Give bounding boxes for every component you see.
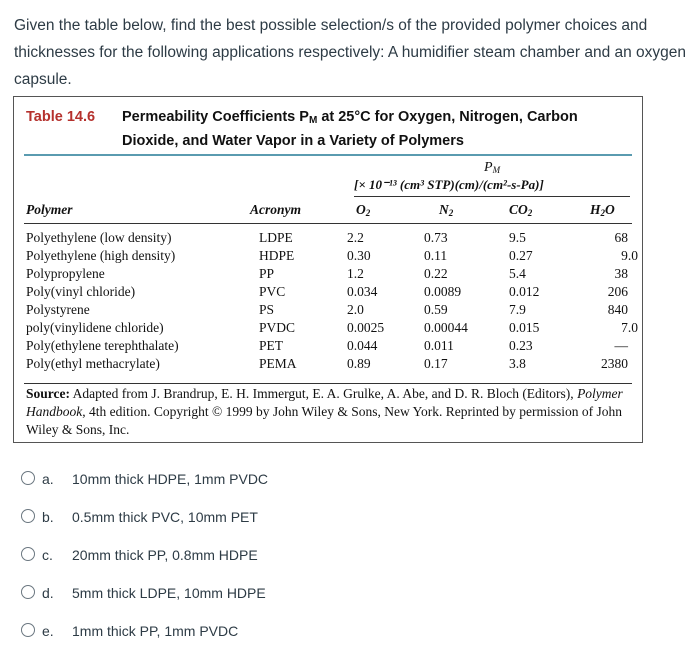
- option-label: 1mm thick PP, 1mm PVDC: [72, 623, 239, 639]
- table-number: Table 14.6: [26, 109, 96, 125]
- header-o2: O2: [356, 202, 371, 218]
- title-rule: [24, 154, 632, 156]
- header-rule: [24, 223, 632, 224]
- table-row: Poly(ethyl methacrylate) PEMA 0.89 0.17 3.8 2380: [26, 356, 628, 371]
- header-polymer: Polymer: [26, 202, 73, 217]
- table-row: Polyethylene (low density) LDPE 2.2 0.73 9.5 68: [26, 230, 628, 245]
- option-label: 10mm thick HDPE, 1mm PVDC: [72, 471, 269, 487]
- table-row: Polystyrene PS 2.0 0.59 7.9 840: [26, 302, 628, 317]
- option-label: 20mm thick PP, 0.8mm HDPE: [72, 547, 258, 563]
- table-row: Poly(ethylene terephthalate) PET 0.044 0.011 0.23 —: [26, 338, 628, 353]
- radio-button[interactable]: [21, 471, 35, 485]
- units-label: [× 10⁻¹³ (cm³ STP)(cm)/(cm²-s-Pa)]: [354, 177, 544, 192]
- footer-rule: [24, 383, 632, 384]
- option-letter: d.: [42, 585, 54, 601]
- pm-symbol: PM: [484, 160, 501, 175]
- header-acronym: Acronym: [250, 202, 302, 217]
- table-row: Poly(vinyl chloride) PVC 0.034 0.0089 0.012 206: [26, 284, 628, 299]
- table-row: Polypropylene PP 1.2 0.22 5.4 38: [26, 266, 628, 281]
- radio-button[interactable]: [21, 585, 35, 599]
- header-co2: CO2: [509, 202, 533, 218]
- option-letter: b.: [42, 509, 54, 525]
- question-text: Given the table below, find the best possible selection/s of the provided polymer choices and thicknesses for the following applications respectively: A humidifier steam chamber and an oxygen capsule.: [14, 17, 687, 88]
- option-label: 5mm thick LDPE, 10mm HDPE: [72, 585, 266, 601]
- units-rule: [354, 196, 630, 197]
- table-caption: Permeability Coefficients $P_M$ at 25°C for Oxygen, Nitrogen, Carbon Dioxide, and Water Vapor in a Variety of Polymers: [122, 109, 578, 149]
- table-row: poly(vinylidene chloride) PVDC 0.0025 0.00044 0.015 7.0: [26, 320, 638, 335]
- table-row: Polyethylene (high density) HDPE 0.30 0.11 0.27 9.0: [26, 248, 638, 263]
- radio-button[interactable]: [21, 547, 35, 561]
- option-letter: a.: [42, 471, 54, 487]
- option-letter: c.: [42, 547, 53, 563]
- option-b[interactable]: [21, 506, 421, 528]
- option-d[interactable]: [21, 582, 421, 604]
- option-a[interactable]: [21, 468, 421, 490]
- header-h2o: H2O: [590, 202, 615, 218]
- permeability-table: [13, 96, 643, 443]
- radio-button[interactable]: [21, 509, 35, 523]
- option-c[interactable]: [21, 544, 421, 566]
- option-e[interactable]: [21, 620, 421, 642]
- table-source-note: Source: Adapted from J. Brandrup, E. H. Immergut, E. A. Grulke, A. Abe, and D. R. Bloch (Editors), Polymer Handbook, 4th edition. Copyright © 1999 by John Wiley & Sons, New York. Reprinted by permission of John Wiley & Sons, Inc.: [26, 386, 623, 437]
- header-n2: N2: [439, 202, 454, 218]
- option-letter: e.: [42, 623, 54, 639]
- option-label: 0.5mm thick PVC, 10mm PET: [72, 509, 258, 525]
- radio-button[interactable]: [21, 623, 35, 637]
